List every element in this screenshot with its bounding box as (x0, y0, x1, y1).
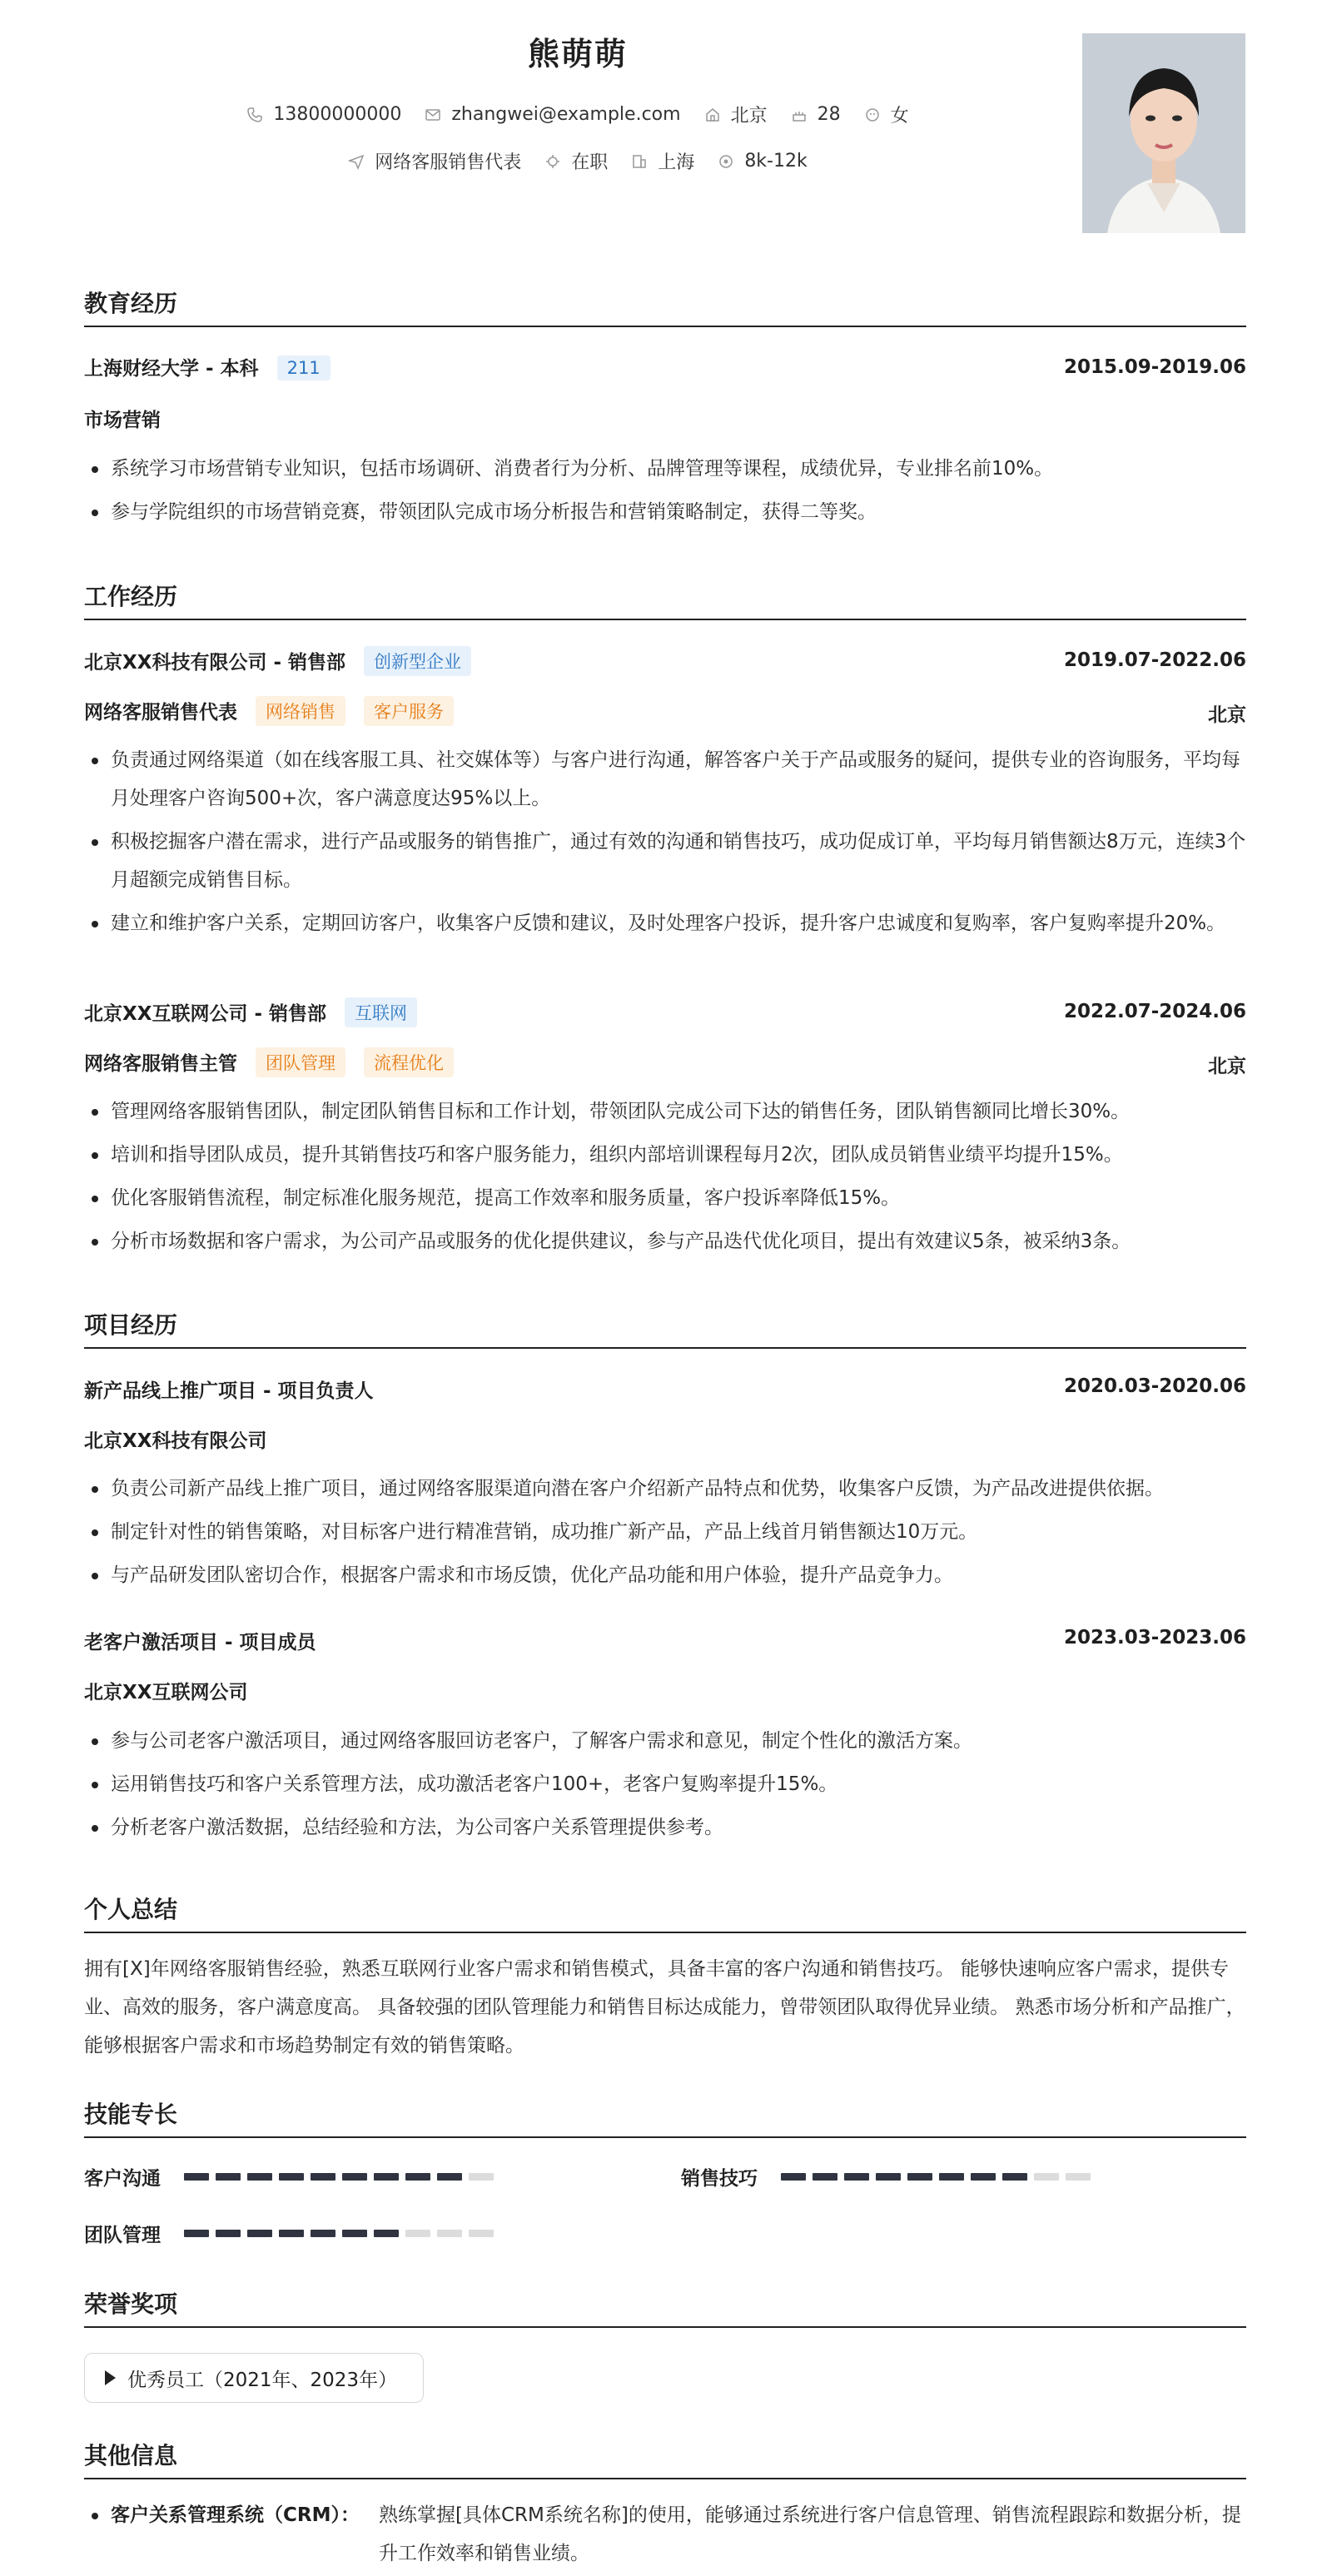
skill-item (84, 2220, 500, 2247)
position-item (348, 148, 521, 174)
resume-header (0, 0, 1322, 250)
list-item: 负责公司新产品线上推广项目，通过网络客服渠道向潜在客户介绍新产品特点和优势，收集客户反馈，为产品改进提供依据。 (84, 1470, 1246, 1508)
company-name: 北京XX互联网公司 - 销售部 (84, 1003, 327, 1025)
other-value: 熟练掌握[具体CRM系统名称]的使用，能够通过系统进行客户信息管理、销售流程跟踪和数据分析，提升工作效率和销售业绩。 (379, 2504, 1241, 2564)
age-text: 28 (817, 104, 841, 125)
work-location: 北京 (1208, 704, 1246, 726)
work-header (84, 646, 1246, 676)
skill-bar-empty (437, 2230, 462, 2237)
work-city-text: 上海 (658, 152, 695, 173)
project-header (84, 1627, 1246, 1654)
phone-item (246, 104, 401, 125)
role-title: 网络客服销售代表 (84, 702, 237, 724)
gender-item (864, 102, 909, 127)
skill-bar-filled (247, 2230, 272, 2237)
skill-item (681, 2163, 1097, 2191)
gender-text: 女 (890, 106, 909, 127)
building-icon (631, 153, 648, 170)
list-item: 运用销售技巧和客户关系管理方法，成功激活老客户100+，老客户复购率提升15%。 (84, 1765, 1246, 1803)
candidate-name: 熊萌萌 (527, 36, 628, 72)
skill-level-bar (781, 2173, 1097, 2181)
profile-photo (1082, 33, 1245, 233)
skills-section-title: 技能专长 (84, 2096, 1246, 2138)
mail-icon (425, 107, 441, 123)
skill-bar-filled (279, 2230, 304, 2237)
gender-icon (864, 107, 881, 123)
skill-bar-filled (216, 2230, 241, 2237)
education-date: 2015.09-2019.06 (1063, 356, 1246, 378)
skill-bar-filled (342, 2173, 367, 2181)
school-name: 上海财经大学 - 本科 (84, 358, 259, 380)
skill-bar-filled (781, 2173, 806, 2181)
award-text: 优秀员工（2021年、2023年） (127, 2369, 398, 2391)
skill-name: 团队管理 (84, 2225, 161, 2246)
company-tag: 互联网 (345, 997, 417, 1027)
age-icon (791, 107, 808, 123)
skill-bar-filled (971, 2173, 996, 2181)
list-item: 分析老客户激活数据，总结经验和方法，为公司客户关系管理提供参考。 (84, 1808, 1246, 1847)
list-item: 优化客服销售流程，制定标准化服务规范，提高工作效率和服务质量，客户投诉率降低15%。 (84, 1179, 1246, 1217)
skill-item (84, 2163, 500, 2191)
major: 市场营销 (84, 410, 161, 431)
skill-bar-filled (844, 2173, 869, 2181)
list-item: 参与公司老客户激活项目，通过网络客服回访老客户，了解客户需求和意见，制定个性化的激活方案。 (84, 1722, 1246, 1760)
status-icon (544, 153, 561, 170)
skill-bar-empty (469, 2230, 494, 2237)
skill-level-bar (184, 2230, 500, 2237)
work-role (84, 1047, 1246, 1077)
list-item: 系统学习市场营销专业知识，包括市场调研、消费者行为分析、品牌管理等课程，成绩优异，专业排名前10%。 (84, 450, 1246, 488)
list-item: 负责通过网络渠道（如在线客服工具、社交媒体等）与客户进行沟通，解答客户关于产品或服务的疑问，提供专业的咨询服务，平均每月处理客户咨询500+次，客户满意度达95%以上。 (84, 741, 1246, 818)
list-item: 分析市场数据和客户需求，为公司产品或服务的优化提供建议，参与产品迭代优化项目，提出有效建议5条，被采纳3条。 (84, 1222, 1246, 1261)
education-header (84, 353, 1246, 380)
skill-name: 客户沟通 (84, 2168, 161, 2190)
skill-bar-empty (469, 2173, 494, 2181)
project-company: 北京XX科技有限公司 (84, 1430, 267, 1452)
work-location: 北京 (1208, 1056, 1246, 1077)
education-section-title: 教育经历 (84, 286, 1246, 327)
list-item: 管理网络客服销售团队，制定团队销售目标和工作计划，带领团队完成公司下达的销售任务，团队销售额同比增长30%。 (84, 1092, 1246, 1131)
skill-bar-filled (1002, 2173, 1027, 2181)
skill-bar-filled (311, 2173, 335, 2181)
work-city-item (631, 148, 694, 174)
other-item (84, 2496, 1246, 2573)
award-item[interactable] (84, 2353, 424, 2403)
work-role (84, 696, 1246, 726)
role-tag: 团队管理 (256, 1047, 345, 1077)
home-icon (704, 107, 721, 123)
skill-bar-filled (939, 2173, 964, 2181)
skill-bar-filled (907, 2173, 932, 2181)
project-section-title: 项目经历 (84, 1307, 1246, 1349)
list-item: 与产品研发团队密切合作，根据客户需求和市场反馈，优化产品功能和用户体验，提升产品竞争力。 (84, 1556, 1246, 1594)
role-tag: 客户服务 (364, 696, 454, 726)
email-text: zhangwei@example.com (451, 104, 681, 125)
skill-bar-filled (184, 2173, 209, 2181)
work-date: 2022.07-2024.06 (1063, 1001, 1246, 1022)
awards-section-title: 荣誉奖项 (84, 2286, 1246, 2328)
skill-bar-filled (437, 2173, 462, 2181)
work-section-title: 工作经历 (84, 579, 1246, 620)
email-item (425, 104, 680, 125)
skill-bar-filled (311, 2230, 335, 2237)
list-item: 培训和指导团队成员，提升其销售技巧和客户服务能力，组织内部培训课程每月2次，团队成员销售业绩平均提升15%。 (84, 1136, 1246, 1174)
role-tag: 流程优化 (364, 1047, 454, 1077)
company-tag: 创新型企业 (364, 646, 471, 676)
skill-level-bar (184, 2173, 500, 2181)
summary-text: 拥有[X]年网络客服销售经验，熟悉互联网行业客户需求和销售模式，具备丰富的客户沟通和销售技巧。 能够快速响应客户需求，提供专业、高效的服务，客户满意度高。 具备较强的团队管理能力和销售目标达成能力，曾带领团队取得优异业绩。 熟悉市场分析和产品推广，能够根据客户需求和市场趋势制定有效的销售策略。 (84, 1958, 1245, 2056)
company-name: 北京XX科技有限公司 - 销售部 (84, 652, 346, 674)
position-text: 网络客服销售代表 (375, 152, 522, 173)
list-item: 参与学院组织的市场营销竞赛，带领团队完成市场分析报告和营销策略制定，获得二等奖。 (84, 493, 1246, 531)
status-item (544, 148, 608, 174)
contact-row (0, 102, 1156, 127)
skill-bar-filled (374, 2230, 399, 2237)
skill-bar-filled (184, 2230, 209, 2237)
summary-section-title: 个人总结 (84, 1892, 1246, 1933)
work-date: 2019.07-2022.06 (1063, 649, 1246, 671)
project-title: 老客户激活项目 - 项目成员 (84, 1632, 316, 1654)
status-text: 在职 (571, 152, 609, 173)
skill-bar-filled (247, 2173, 272, 2181)
salary-text: 8k-12k (744, 151, 808, 172)
skill-name: 销售技巧 (681, 2168, 758, 2190)
skill-bar-filled (876, 2173, 901, 2181)
city-item (704, 102, 768, 127)
salary-item (718, 151, 807, 172)
list-item: 制定针对性的销售策略，对目标客户进行精准营销，成功推广新产品，产品上线首月销售额达10万元。 (84, 1513, 1246, 1551)
expand-triangle-icon (105, 2370, 116, 2385)
school-tag: 211 (277, 356, 330, 380)
skill-bar-filled (405, 2173, 430, 2181)
skill-bar-empty (1034, 2173, 1059, 2181)
age-item (791, 104, 841, 125)
project-header (84, 1375, 1246, 1403)
list-item: 建立和维护客户关系，定期回访客户，收集客户反馈和建议，及时处理客户投诉，提升客户忠诚度和复购率，客户复购率提升20%。 (84, 904, 1246, 942)
salary-icon (718, 153, 734, 170)
skill-bar-filled (216, 2173, 241, 2181)
phone-text: 13800000000 (273, 104, 402, 125)
project-title: 新产品线上推广项目 - 项目负责人 (84, 1380, 374, 1402)
skill-bar-filled (342, 2230, 367, 2237)
other-label: 客户关系管理系统（CRM）： (111, 2504, 360, 2526)
skill-bar-filled (374, 2173, 399, 2181)
skill-bar-filled (279, 2173, 304, 2181)
role-title: 网络客服销售主管 (84, 1053, 237, 1075)
phone-icon (246, 107, 263, 123)
skill-bar-filled (813, 2173, 837, 2181)
skill-bar-empty (1066, 2173, 1091, 2181)
send-icon (348, 153, 365, 170)
other-section-title: 其他信息 (84, 2438, 1246, 2479)
bullet-dot (92, 2513, 98, 2519)
list-item: 积极挖掘客户潜在需求，进行产品或服务的销售推广，通过有效的沟通和销售技巧，成功促成订单，平均每月销售额达8万元，连续3个月超额完成销售目标。 (84, 823, 1246, 899)
project-date: 2020.03-2020.06 (1063, 1375, 1246, 1397)
role-tag: 网络销售 (256, 696, 345, 726)
skill-bar-empty (405, 2230, 430, 2237)
project-company: 北京XX互联网公司 (84, 1682, 248, 1703)
project-date: 2023.03-2023.06 (1063, 1627, 1246, 1649)
work-header (84, 997, 1246, 1027)
job-intent-row (0, 148, 1156, 174)
city-text: 北京 (730, 106, 768, 127)
